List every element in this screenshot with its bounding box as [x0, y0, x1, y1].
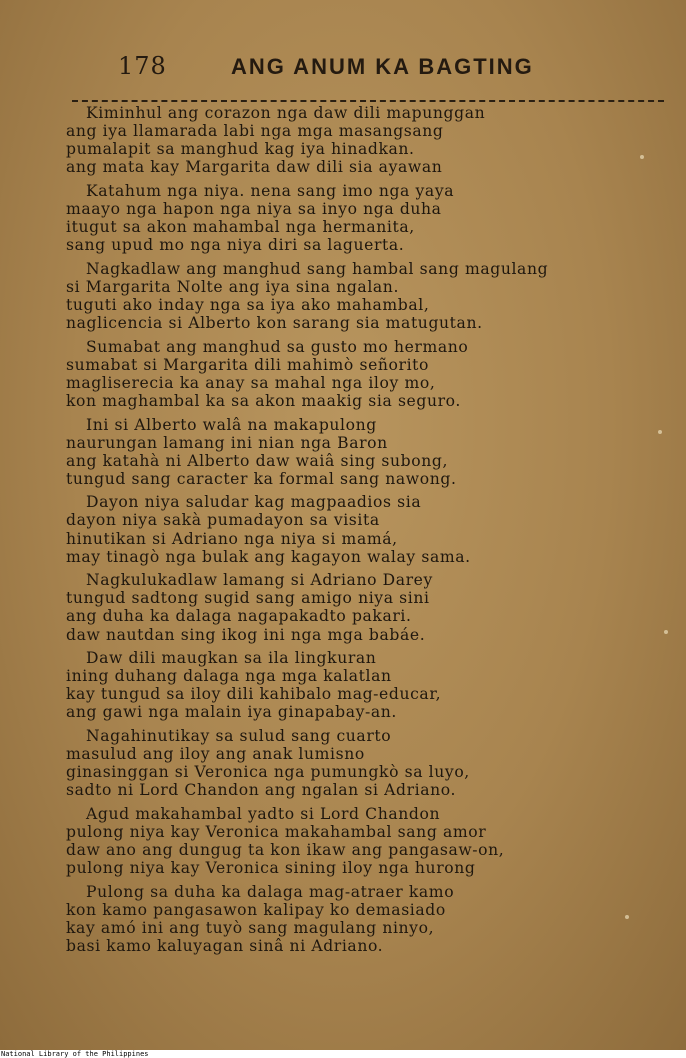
stanza: [66, 338, 646, 410]
stanza: [66, 416, 646, 488]
verse-line: kay tungud sa iloy dili kahibalo mag-educar,: [66, 685, 442, 704]
verse-line: ang duha ka dalaga nagapakadto pakari.: [66, 607, 412, 626]
verse-line: ang mata kay Margarita daw dili sia ayawan: [66, 158, 443, 177]
verse-line: naurungan lamang ini nian nga Baron: [66, 433, 388, 452]
running-title: ANG ANUM KA BAGTING: [231, 54, 534, 79]
verse-line: Katahum nga niya. nena sang imo nga yaya: [86, 181, 455, 200]
stanza: [66, 182, 646, 254]
verse-line: Nagahinutikay sa sulud sang cuarto: [86, 727, 392, 745]
poem-body: [66, 104, 646, 961]
verse-line: daw ano ang dungug ta kon ikaw ang pangasaw-on,: [66, 841, 505, 860]
verse-line: kon maghambal ka sa akon maakig sia seguro.: [66, 391, 461, 410]
verse-line: Pulong sa duha ka dalaga mag-atraer kamo: [86, 882, 455, 901]
verse-line: ang gawi nga malain iya ginapabay-an.: [66, 703, 397, 722]
verse-line: maayo nga hapon nga niya sa inyo nga duha: [66, 199, 442, 218]
verse-line: ang iya llamarada labi nga mga masangsang: [66, 122, 444, 141]
verse-line: dayon niya sakà pumadayon sa visita: [66, 511, 380, 530]
stanza: [66, 883, 646, 955]
verse-line: sang upud mo nga niya diri sa laguerta.: [66, 236, 405, 255]
stanza: [66, 805, 646, 877]
verse-line: Nagkadlaw ang manghud sang hambal sang magulang: [86, 259, 549, 278]
verse-line: ang katahà ni Alberto daw waiâ sing subong,: [66, 451, 449, 470]
verse-line: naglicencia si Alberto kon sarang sia matugutan.: [66, 314, 483, 333]
footer-credit: National Library of the Philippines: [1, 1050, 149, 1058]
verse-line: Agud makahambal yadto si Lord Chandon: [86, 804, 441, 823]
page-footer: [0, 1050, 686, 1058]
verse-line: daw nautdan sing ikog ini nga mga babáe.: [66, 625, 426, 644]
verse-line: Daw dili maugkan sa ila lingkuran: [86, 649, 377, 668]
verse-line: Nagkulukadlaw lamang si Adriano Darey: [86, 571, 433, 590]
verse-line: kay amó ini ang tuyò sang magulang ninyo,: [66, 918, 435, 937]
verse-line: sadto ni Lord Chandon ang ngalan si Adriano.: [66, 781, 457, 800]
verse-line: tungud sang caracter ka formal sang nawong.: [66, 469, 457, 488]
verse-line: masulud ang iloy ang anak lumisno: [66, 745, 365, 764]
verse-line: ginasinggan si Veronica nga pumungkò sa luyo,: [66, 763, 470, 782]
stanza: [66, 571, 646, 643]
stanza: [66, 727, 646, 799]
verse-line: itugut sa akon mahambal nga hermanita,: [66, 218, 415, 237]
verse-line: pulong niya kay Veronica makahambal sang amor: [66, 822, 487, 841]
verse-line: tuguti ako inday nga sa iya ako mahambal,: [66, 295, 430, 314]
page-number: 178: [118, 52, 167, 80]
verse-line: may tinagò nga bulak ang kagayon walay sama.: [66, 547, 471, 566]
verse-line: kon kamo pangasawon kalipay ko demasiado: [66, 900, 446, 919]
verse-line: si Margarita Nolte ang iya sina ngalan.: [66, 277, 399, 296]
verse-line: tungud sadtong sugid sang amigo niya sini: [66, 589, 430, 608]
verse-line: pulong niya kay Veronica sining iloy nga hurong: [66, 859, 476, 878]
verse-line: Kiminhul ang corazon nga daw dili mapunggan: [86, 104, 486, 122]
verse-line: hinutikan si Adriano nga niya si mamá,: [66, 529, 398, 548]
verse-line: Ini si Alberto walâ na makapulong: [86, 415, 377, 434]
verse-line: basi kamo kaluyagan sinâ ni Adriano.: [66, 937, 384, 956]
verse-line: pumalapit sa manghud kag iya hinadkan.: [66, 140, 415, 159]
verse-line: ining duhang dalaga nga mga kalatlan: [66, 667, 392, 686]
stanza: [66, 649, 646, 721]
verse-line: magliserecia ka anay sa mahal nga iloy mo,: [66, 373, 436, 392]
verse-line: sumabat si Margarita dili mahimò señorito: [66, 355, 430, 374]
stanza: [66, 260, 646, 332]
stanza: [66, 493, 646, 565]
header-rule: [72, 100, 664, 102]
verse-line: Dayon niya saludar kag magpaadios sia: [86, 493, 422, 512]
verse-line: Sumabat ang manghud sa gusto mo hermano: [86, 337, 469, 356]
page-header: [118, 52, 638, 86]
stanza: [66, 104, 646, 176]
